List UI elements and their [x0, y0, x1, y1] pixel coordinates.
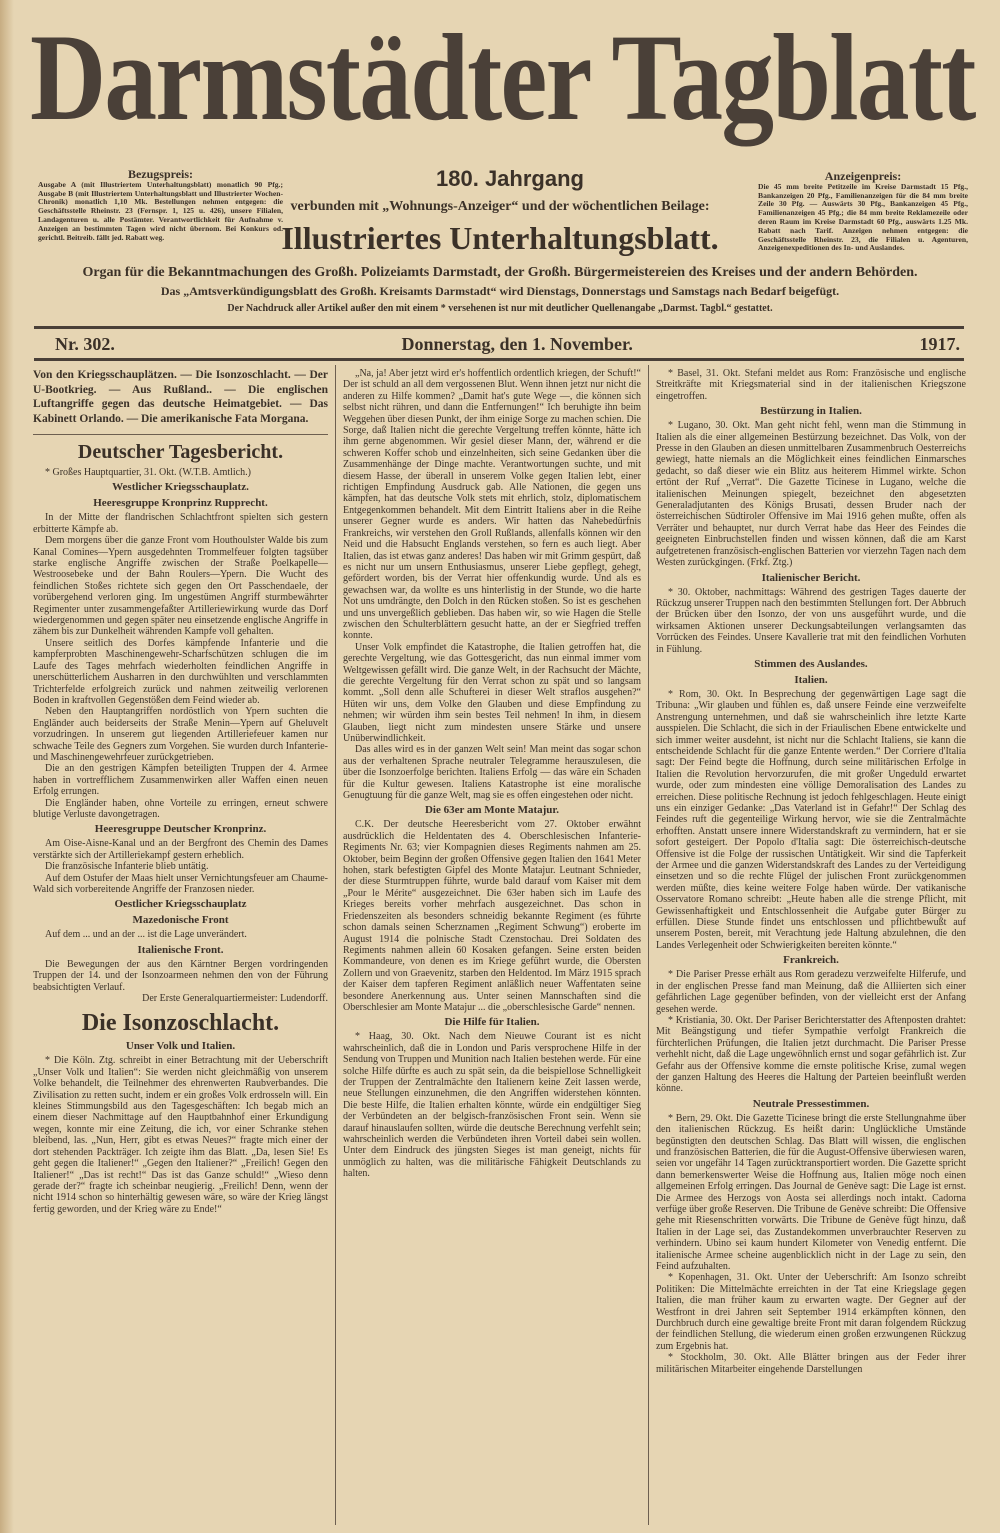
paragraph: In der Mitte der flandrischen Schlachtfront spielten sich gestern erbitterte Kämpfe ab.: [33, 512, 328, 535]
paragraph: * 30. Oktober, nachmittags: Während des gestrigen Tages dauerte der Rückzug unserer Truppen nach den bestimmten Stellungen fort. Der Abbruch der Brücken über den Isonzo, der von uns ausgeführt wurde, und die wirksamen Aktionen unserer Deckungsabteilungen verlangsamten das Vorrücken des Feindes. Unsere Kavallerie trat mit den feindlichen Vorhuten in Fühlung.: [656, 586, 966, 655]
paragraph: * Die Köln. Ztg. schreibt in einer Betrachtung mit der Ueberschrift „Unser Volk und Italien“: Sie werden nicht gleichmäßig von unserem Volke behandelt, die Teilnehmer des ehrenwerten Raubverbandes. Die Zivilisation zu retten sucht, indem er ein großes Volk erdrosseln will. Ein kleines Stimmungsbild aus den Tagesgeschäften: Ich begab mich an einem dieser Nachmittage auf den Hauptbahnhof einer Erkundigung wegen, konnte mir eine Zeitung, die ich, vor einer Schranke stehen bleibend, las. „Nun, Herr, gibt es etwas Neues?“ fragte mich einer der dort stehenden Packträger. Ich zeigte ihm das Blatt. „Da, lesen Sie! Es geht gegen die Italiener!“ „Gegen den Italiener?“ „Freilich! Gegen den Italiener!“ „Das ist recht!“ Das ist das Ganze schuld!“ „Wieso denn gerade der?“ fragte ich scheinbar neugierig. „Freilich! Denn, wenn der nicht 1914 schon so hinterhältig gewesen wäre, so wäre der Krieg längst fertig geworden, und der Krieg wäre zu Ende!“: [33, 1055, 328, 1215]
heading-tagesbericht: Deutscher Tagesbericht.: [77, 441, 284, 463]
subheading: Italienischer Bericht.: [761, 571, 861, 584]
subheading: Stimmen des Auslandes.: [754, 657, 868, 670]
section-divider: [33, 434, 328, 435]
paragraph: Unser Volk empfindet die Katastrophe, die Italien getroffen hat, die gerechte Vergeltung, wie das Gottesgericht, das nun einmal immer vom Weltgewissen gefällt wird. Die ganze Welt, in der Rachsucht der Mächte, die gerechte Vergeltung für den Verrat schon zu spät und so langsam kommt. „Soll denn alle Schufterei in dieser Welt straflos ausgehen?“ Hüten wir uns, dem Volke den Glauben und diese Empfindung zu nehmen; wir würden ihm sein bestes Teil nehmen! In ihm, in diesem Glauben, liegt nicht zum mindesten unsere Stärke und unsere Unüberwindlichkeit.: [343, 641, 641, 744]
nachdruck-line: Der Nachdruck aller Artikel außer den mit einem * versehenen ist nur mit deutlicher Quellenangabe „Darmst. Tagbl.“ gestattet.: [227, 303, 773, 314]
subheading: Italien.: [794, 673, 828, 686]
paragraph: * Die Pariser Presse erhält aus Rom geradezu verzweifelte Hilferufe, und in der englischen Presse fand man Meinung, daß die Alliierten sich einer gefährlichen Lage gegenüber befinden, von der vielleicht erst der Anfang gesehen werde.: [656, 969, 966, 1015]
paragraph: * Kopenhagen, 31. Okt. Unter der Ueberschrift: Am Isonzo schreibt Politiken: Die Mittelmächte erreichten in der Tat eine Kriegslage gegen Italien, die man früher kaum zu erwarten wagte. Der Gegner auf der Westfront in drei Jahren seit September 1914 erkämpften können, den Durchbruch durch eine gewaltige breite Front mit daran folgendem Rückzug der feindlichen Stellung, die wiederum einen großen erzwungenen Rückzug zum Ergebnis hat.: [656, 1272, 966, 1352]
paragraph: Der Erste Generalquartiermeister: Ludendorff.: [142, 993, 328, 1005]
paragraph: Die Bewegungen der aus den Kärntner Bergen vordringenden Truppen der 14. und der Isonzoarmeen nehmen den von der Führung beabsichtigten Verlauf.: [33, 958, 328, 993]
subheading: Bestürzung in Italien.: [760, 405, 862, 418]
paragraph: * Basel, 31. Okt. Stefani meldet aus Rom: Französische und englische Streitkräfte mit Kriegsmaterial sind in der italienischen Kriegszone eingetroffen.: [656, 368, 966, 402]
issue-number: Nr. 302.: [55, 334, 115, 354]
paragraph: * Bern, 29. Okt. Die Gazette Ticinese bringt die erste Stellungnahme über den italienischen Rückzug. Es heißt darin: Unglückliche Umstände begünstigten den deutschen Schlag. Das Blatt will wissen, die englischen und französischen Batterien, die für die August-Offensive überwiesen waren, seien vor ungefähr 14 Tagen zurücktransportiert worden. Die Gazette spricht dann bemerkenswerter Weise die Hoffnung aus, Italien möge noch einen allgemeinen Erfolg erringen. Das Journal de Genève sagt: Die Lage ist ernst. Die Armee des Herzogs von Aosta sei allerdings noch intakt. Cadorna verfüge über große Reserven. Die Tribune de Genève schreibt: Die Offensive gehe mit Riesenschritten vorwärts. Die Tribune de Genève fügt hinzu, daß Italien in der Lage sei, das Zustandekommen unverbrauchter Reserven zu verhindern. Ubino sei kaum hundert Kilometer von Venedig entfernt. Die italienische Armee scheine augenblicklich nicht in der Lage zu sein, den Feind aufzuhalten.: [656, 1112, 966, 1273]
dateline: [55, 334, 960, 355]
contents-summary: Von den Kriegsschauplätzen. — Die Isonzoschlacht. — Der U-Bootkrieg. — Aus Rußland.. — Die englischen Luftangriffe gegen das deutsche Heimatgebiet. — Das Kabinett Orlando. — Die amerikanische Fata Morgana.: [33, 369, 328, 425]
column-divider: [648, 365, 649, 1525]
paragraph: Die französische Infanterie blieb untätig.: [45, 861, 209, 873]
bezugspreis-title: Bezugspreis:: [127, 167, 194, 181]
subheading: Neutrale Pressestimmen.: [752, 1097, 870, 1110]
paragraph: Am Oise-Aisne-Kanal und an der Bergfront des Chemin des Dames verstärkte sich der Artilleriekampf gestern erheblich.: [33, 838, 328, 861]
paragraph: Auf dem Ostufer der Maas hielt unser Vernichtungsfeuer am Chaume-Wald sich vorbereitende Angriffe der Franzosen nieder.: [33, 872, 328, 895]
paragraph: C.K. Der deutsche Heeresbericht vom 27. Oktober erwähnt ausdrücklich die Heldentaten des 4. Oberschlesischen Infanterie-Regiments Nr. 63; vier Kompagnien dieses Regiments nahmen am 25. Oktober, beim Beginn der großen Offensive gegen Italien den 1641 Meter hohen, stark befestigten Gipfel des Monte Matajur. Leutnant Schnieder, der diese Sturmtruppen führte, wurde bald darauf vom Kaiser mit dem „Pour le Mérite“ ausgezeichnet. Die 63er haben sich im Laufe des Krieges bereits vorher mehrfach ausgezeichnet. Das schon in Friedenszeiten als besonders schneidig bekannte Regiment (es führte schon damals seinen Scherznamen „Regiment Schwung“) eroberte im August 1914 die polnische Stadt Czenstochau. Drei Soldaten des Regiments nahmen allein 60 Kosaken gefangen. Seine ersten beiden Kommandeure, von denen es im Kriege geführt wurde, die Obersten Zollern und von Graevenitz, starben den Heldentod. Im März 1915 sprach der Kaiser dem tapferen Regiment anläßlich neuer Waffentaten seine besondere Anerkennung aus. Unter seinen Mannschaften sind die Oberschlesier am Monte Matajur ... die „oberschlesische Garde“ nennen.: [343, 819, 641, 1013]
subheading: Frankreich.: [783, 954, 839, 967]
issue-date: Donnerstag, den 1. November.: [401, 334, 633, 354]
subheading: Die 63er am Monte Matajur.: [424, 804, 560, 817]
column-2: [343, 368, 641, 1528]
anzeigenpreis-box: [758, 169, 968, 253]
subheading: Unser Volk und Italien.: [125, 1040, 236, 1053]
page-edge: [0, 0, 14, 1533]
paragraph: Auf dem ... und an der ... ist die Lage unverändert.: [45, 929, 247, 941]
masthead-title: Darmstädter Tagblatt: [30, 9, 975, 146]
anzeigenpreis-title: Anzeigenpreis:: [824, 169, 902, 183]
issue-year: 1917.: [919, 334, 960, 354]
bottom-rule: [34, 358, 964, 361]
paragraph: * Stockholm, 30. Okt. Alle Blätter bringen aus der Feder ihrer militärischen Mitarbeiter eingehende Darstellungen: [656, 1352, 966, 1375]
subheading: Heeresgruppe Kronprinz Rupprecht.: [93, 497, 268, 510]
column-1: [33, 368, 328, 1528]
paragraph: * Großes Hauptquartier, 31. Okt. (W.T.B. Amtlich.): [45, 467, 251, 478]
paragraph: Dem morgens über die ganze Front vom Houthoulster Walde bis zum Kanal Comines—Ypern ausgedehnten Trommelfeuer folgten tagsüber starke englische Angriffe zwischen der Straße Poelkapelle—Westroosebeke und der Bahn Roulers—Ypern. Die Wucht des feindlichen Stoßes richtete sich gegen den Ort Passchendaele, der vorübergehend verloren ging. Im ungestümen Angriff sturmbewährter Regimenter unter zusammengefaßter Artilleriewirkung wurde das Dorf wiedergenommen und gegen später neu einsetzende englische Angriffe in zähem bis zur Dunkelheit währenden Kampfe voll gehalten.: [33, 535, 328, 638]
paragraph: Die Engländer haben, ohne Vorteile zu erringen, erneut schwere blutige Verluste davongetragen.: [33, 797, 328, 820]
anzeigenpreis-text: Die 45 mm breite Petitzeile im Kreise Darmstadt 15 Pfg., Bankanzeigen 20 Pfg., Familienanzeigen für die 84 mm breite Zeile 30 Pfg. — Auswärts 30 Pfg., Bankanzeigen 45 Pfg., Familienanzeigen 45 Pfg.; die 84 mm breite Reklamezeile oder deren Raum im Kreise Darmstadt 60 Pfg., auswärts 1.25 Mk. Rabatt nach Tarif. Anzeigen nehmen entgegen: die Geschäftsstelle Rheinstr. 23, die Filialen u. Agenturen, Anzeigenexpeditionen des In- und Auslandes.: [758, 181, 968, 253]
verbunden-line: verbunden mit „Wohnungs-Anzeiger“ und der wöchentlichen Beilage:: [290, 199, 710, 214]
beilage-title: Illustriertes Unterhaltungsblatt.: [281, 220, 719, 256]
paragraph: * Lugano, 30. Okt. Man geht nicht fehl, wenn man die Stimmung in Italien als die einer allgemeinen Bestürzung bezeichnet. Das Volk, von der Presse in den Glauben an diesen unmittelbaren Zusammenbruch Oesterreichs gewiegt, hatte niemals an die Möglichkeit eines feindlichen Einmarsches gedacht, so daß dieser wie ein Blitz aus heiterem Himmel wirkte. Schon ertönt der Ruf „Verrat“. Die Gazette Ticinese in Lugano, welche die italienischen Meinungen spiegelt, bezeichnet den abgesetzten Generaladjutanten des Königs Brusati, dessen Bruder nach der österreichischen Südtiroler Offensive im Mai 1916 gehen mußte, offen als Verräter und behauptet, nur durch Verrat habe das Heer des Feindes die geeigneten Einbruchstellen finden und wissen können, daß die am Karst aufgetretenen französisch-englischen Batterien vor vierzehn Tagen nach dem Westen zurückgingen. (Frkf. Ztg.): [656, 420, 966, 569]
paragraph: Das alles wird es in der ganzen Welt sein! Man meint das sogar schon aus der verhaltenen Sprache neutraler Telegramme herauszulesen, die über die Isonzoerfolge berichten. Italiens Erfolg — das wäre ein Schaden für die Kultur gewesen. Italiens Katastrophe ist eine moralische Genugtuung für die ganze Welt, mag sie es offen eingestehen oder nicht.: [343, 744, 641, 802]
paragraph: * Kristiania, 30. Okt. Der Pariser Berichterstatter des Aftenposten drahtet: Mit Beängstigung und tiefer Sympathie verfolgt Frankreich die fürchterlichen Prüfungen, die Italien jetzt durchmacht. Die Pariser Presse verhehlt nicht, daß die Lage ungewöhnlich ernst und sogar gefährlich ist. Zur Gefahr aus der Offensive komme die ernste politische Krise, zumal wegen der ganzen Haltung des Heeres die Haltung der Parteien beeinflußt werden könne.: [656, 1014, 966, 1095]
paragraph: Unsere seitlich des Dorfes kämpfende Infanterie und die kampferprobten Maschinengewehr-Scharfschützen schlugen die im Laufe des Tages mehrfach wiederholten feindlichen Angriffe in unerschütterlichem Ausharren in den durchwühlten und verschlammten Trichterfelde erfolgreich zurück und nahmen zeitweilig verlorenen Boden in kraftvollen Gegenstößen dem Feind wieder ab.: [33, 637, 328, 706]
subheading: Die Hilfe für Italien.: [444, 1016, 540, 1029]
organ-line: Organ für die Bekanntmachungen des Großh. Polizeiamts Darmstadt, der Großh. Bürgermeistereien des Kreises und der andern Behörden.: [82, 265, 918, 280]
subheading: Italienische Front.: [137, 943, 224, 956]
heading-isonzoschlacht: Die Isonzoschlacht.: [81, 1010, 280, 1037]
paragraph: Die an den gestrigen Kämpfen beteiligten Truppen der 4. Armee haben in vortrefflichem Zusammenwirken aller Waffen einen neuen Erfolg errungen.: [33, 763, 328, 798]
paragraph: Neben den Hauptangriffen nordöstlich von Ypern suchten die Engländer auch beiderseits der Straße Menin—Ypern auf Gheluvelt vorzudringen. In unserem gut liegenden Artilleriefeuer kamen nur schwache Teile des Gegners zum Vorgehen. Sie wurden durch Infanterie- und Maschinengewehrfeuer zurückgetrieben.: [33, 706, 328, 763]
paragraph: * Rom, 30. Okt. In Besprechung der gegenwärtigen Lage sagt die Tribuna: „Wir glauben und fühlen es, daß unsere Feinde eine verzweifelte Anstrengung unternehmen, und daß sie wahrscheinlich ihre letzte Karte ausspielen. Die Schlacht, die sich in der Friaulischen Ebene entwickelte und sich immer weiter ausdehnt, ist nicht nur die Schlacht Italiens, sie kann die entscheidende Schlacht für die ganze Entente werden.“ Der Corriere d'Italia sagt: Der Feind begte die Hoffnung, durch seine militärischen Erfolge in Italien die Revolution hervorzurufen, die mit großer Ungeduld erwartet wurde, oder zum mindesten eine völlige Demoralisation des Landes zu erreichen. Diese politische Rechnung ist jedoch fehlgeschlagen. Heute einigt uns ein einziger Gedanke: „Das Vaterland ist in Gefahr!“ Der Schlag des Feindes ruft die gegenteilige Wirkung hervor, wie sie die Zentralmächte erhofften. Anstatt unsere innere Widerstandskraft zu vermindern, hat er sie sofort gesteigert. Der Popolo d'Italia sagt: Die österreichisch-deutsche Offensive ist die Folge der russischen Untätigkeit. Wir sind die Tapferkeit der Armee und die ganzen Widerstandskraft des Landes zu der Verteidigung einsetzen und so die rechte Flügel der julischen Front zurückgenommen werden müßte, dies keine weitere Folge haben würde. Der vatikanische Osservatore Romano schreibt: „Heute haben alle die strenge Pflicht, mit Gewissenhaftigkeit und Entschlossenheit die Aufgabe guter Bürger zu erfüllen. Diese Stunde findet uns entschlossen und pflichtbewußt auf unserem Posten, bereit, mit Verachtung jede Haltung abzulehnen, die den Landes Verlegenheit oder Schwierigkeiten bereiten könnte.“: [656, 688, 966, 951]
subheading: Westlicher Kriegsschauplatz.: [112, 481, 249, 494]
column-3: [656, 368, 966, 1528]
amtsblatt-line: Das „Amtsverkündigungsblatt des Großh. Kreisamts Darmstadt“ wird Dienstags, Donnerstags und Samstags nach Bedarf beigefügt.: [160, 284, 840, 298]
bezugspreis-text: Ausgabe A (mit Illustriertem Unterhaltungsblatt) monatlich 90 Pfg.; Ausgabe B (mit Illustriertem Unterhaltungsblatt und Illustrierter Wochen-Chronik) monatlich 1,10 Mk. Bestellungen nehmen entgegen: die Geschäftsstelle Rheinstr. 23 (Fernspr. 1, 125 u. 426), unsere Filialen, Landagenturen u. alle Postämter. Verantwortlichkeit für Aufnahme v. Anzeigen an bestimmten Tagen wird nicht übernom. Bei Konkurs od. gerichtl. Beitreib. fällt jed. Rabatt weg.: [38, 179, 283, 242]
subheading: Mazedonische Front: [132, 914, 229, 927]
top-rule: [34, 326, 964, 329]
subheading: Oestlicher Kriegsschauplatz: [114, 898, 247, 911]
paragraph: * Haag, 30. Okt. Nach dem Nieuwe Courant ist es nicht wahrscheinlich, daß die in London und Paris versprochene Hilfe in der Sendung von Truppen und Munition nach Italien bestehen werde. Für eine solche Hilfe dürfte es auch zu spät sein, da die beispiellose Schnelligkeit der Truppen der Zentralmächte den Italienern keine Zeit lassen werde, neue Stellungen einzunehmen, die den Angriffen widerstehen könnten. Die beste Hilfe, die Italien erhalten könnte, würde ein endgültiger Sieg der Verbündeten an der belgisch-französischen Front sein. Wenn sie darauf hinauslaufen sollten, würde die deutsche Berechnung verfehlt sein; wahrscheinlich werden die Verbündeten ihren Vorteil dabei sein wollen. Unter dem Eindruck des jüngsten Sieges ist man geneigt, nichts für unmöglich zu halten, was die militärische Fähigkeit Deutschlands zu halten.: [343, 1031, 641, 1180]
subheading: Heeresgruppe Deutscher Kronprinz.: [94, 823, 267, 836]
column-divider: [335, 365, 336, 1525]
paragraph: „Na, ja! Aber jetzt wird er's hoffentlich ordentlich kriegen, der Schuft!“ Der ist schuld an all dem vergossenen Blut. Wenn ihnen jetzt nur nicht die anderen zu Hilfe kommen? „Damit hat's gute Wege —, die können sich selbst nicht rühren, und dann die Entfernungen!“ Ich beruhigte ihn beim Weggehen über diesen Punkt, der ihm einige Sorge zu machen schien. Die Sorge, daß Italien nicht die gerechte Vergeltung treffen könnte, hätte ich ihm gerne abgenommen. Wir gesiel dieser Mann, der, während er die schweren Koffer schob und einzelnheiten, sich seine Gedanken über die Zusammenhänge der Dinge machte. Verantwortungen suchte, und mit diesem Hasse, der überall in unserem Volke gegen Italien lebt, einer richtigen Empfindung Ausdruck gab. Alle Nationen, die gegen uns kämpfen, hat das deutsche Volk stets mit ehrlich, stolz, diplomatischem Entgegenkommen behandelt. Mit dem Eintritt Italiens aber in die Reihe unserer Gegner wurde es anders. Wir hatten das Nahebedürfnis Frankreichs, wir verstehen den Groll Rußlands, allenfalls können wir den Neid und die Habsucht Englands verstehen, so fern es auch liegt. Aber Italien, das ist etwas ganz anderes! Das haben wir mit Grimm gespürt, daß es nicht nur um unsern Enthusiasmus, unserer Liebe gepflegt, gehegt, gefördert worden, bis der Verrat hier offenkundig wurde. Und als es gewachsen war, da wollte es uns hinterlistig in der Stunde, wo die harte Not uns umdrängte, den Dolch in den Rücken stoßen. So ist es geschehen und uns unvergeßlich geblieben. Das haben wir, so wie Hagen die Stelle zwischen den Schulterblättern gesucht hatte, an der er Siegfried treffen konnte.: [343, 368, 641, 642]
jahrgang: 180. Jahrgang: [436, 166, 584, 191]
